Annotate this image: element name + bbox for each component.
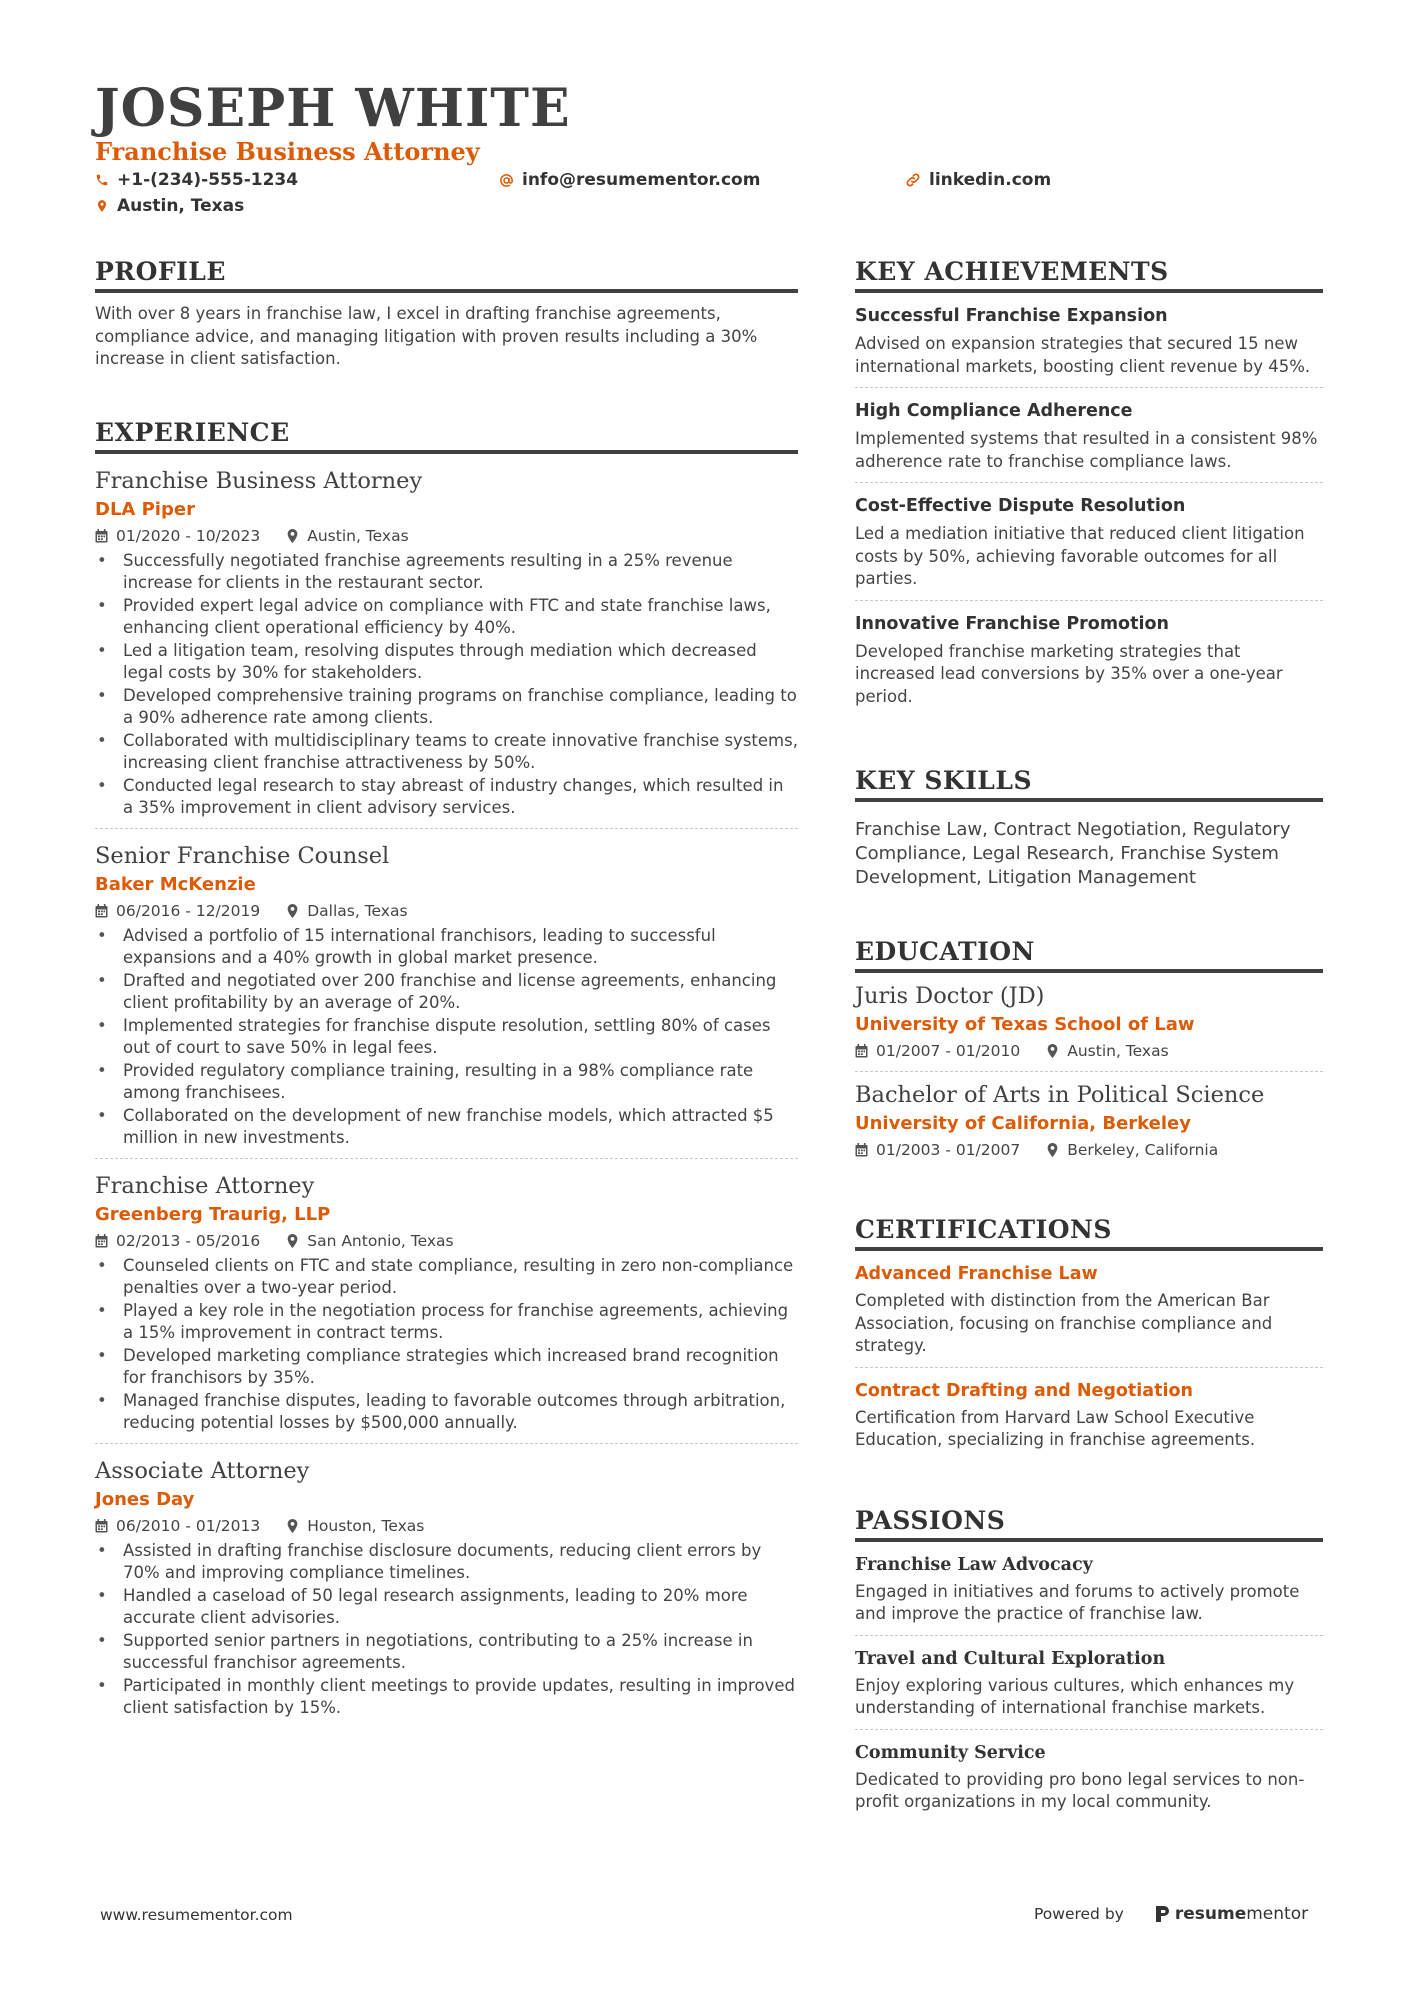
passion-title: Community Service (855, 1742, 1046, 1763)
map-pin-icon (95, 198, 109, 214)
job-bullet: • Advised a portfolio of 15 international franchisors, leading to successful expansions and a 40% growth in global market presence. (95, 925, 798, 970)
job-bullet: • Supported senior partners in negotiations, contributing to a 25% increase in successful franchisor agreements. (95, 1630, 798, 1675)
experience-heading: EXPERIENCE (95, 417, 798, 454)
job-bullet: • Participated in monthly client meetings to provide updates, resulting in improved client satisfaction by 15%. (95, 1675, 798, 1720)
education-location: Berkeley, California (1067, 1141, 1219, 1159)
education-location: Austin, Texas (1067, 1042, 1169, 1060)
experience-entry (95, 829, 798, 1159)
education-dates: 01/2003 - 01/2007 (876, 1141, 1021, 1159)
passion-title: Franchise Law Advocacy (855, 1554, 1093, 1575)
job-dates: 06/2016 - 12/2019 (116, 901, 261, 920)
achievement-item (855, 601, 1323, 718)
phone-text: +1-(234)-555-1234 (117, 170, 299, 190)
contact-row (95, 170, 1325, 196)
brand-name-a: resume (1174, 1904, 1247, 1924)
education-meta (855, 1138, 1323, 1162)
education-meta (855, 1039, 1323, 1063)
passion-item (855, 1636, 1323, 1730)
job-bullet: • Collaborated on the development of new franchise models, which attracted $5 million in new investments. (95, 1105, 798, 1150)
powered-by (1034, 1904, 1308, 1924)
job-location: Houston, Texas (307, 1516, 425, 1535)
achievement-text: Led a mediation initiative that reduced client litigation costs by 50%, achieving favorable outcomes for all parties. (855, 524, 1305, 588)
calendar-icon (855, 1044, 868, 1058)
achievement-item (855, 293, 1323, 388)
passion-title: Travel and Cultural Exploration (855, 1648, 1166, 1669)
location-pin-icon (1046, 1142, 1059, 1158)
phone-contact[interactable] (95, 170, 298, 190)
achievement-text: Developed franchise marketing strategies that increased lead conversions by 35% over a one-year period. (855, 641, 1283, 706)
skills-heading: KEY SKILLS (855, 765, 1323, 802)
link-icon (905, 172, 921, 188)
education-heading: EDUCATION (855, 936, 1323, 973)
achievement-item (855, 483, 1323, 601)
passions-heading: PASSIONS (855, 1505, 1323, 1542)
right-column (855, 256, 1323, 1823)
job-bullet: • Played a key role in the negotiation process for franchise agreements, achieving a 15% improvement in contract terms. (95, 1300, 798, 1345)
passion-item (855, 1542, 1323, 1636)
experience-entry (95, 1159, 798, 1444)
achievements-list (855, 293, 1323, 717)
company-name: Baker McKenzie (95, 873, 256, 895)
job-bullet: • Assisted in drafting franchise disclosure documents, reducing client errors by 70% and improving compliance timelines. (95, 1540, 798, 1585)
certification-item (855, 1251, 1323, 1368)
location-pin-icon (286, 528, 299, 544)
calendar-icon (95, 904, 108, 918)
passion-text: Enjoy exploring various cultures, which enhances my understanding of international franchise markets. (855, 1675, 1295, 1717)
brand-logo[interactable] (1154, 1904, 1308, 1924)
linkedin-text: linkedin.com (929, 170, 1052, 190)
job-bullet: • Counseled clients on FTC and state compliance, resulting in zero non-compliance penalties over a two-year period. (95, 1255, 798, 1300)
school-name: University of California, Berkeley (855, 1113, 1191, 1134)
job-bullet: • Led a litigation team, resolving disputes through mediation which decreased legal costs by 30% for stakeholders. (95, 640, 798, 685)
achievement-text: Advised on expansion strategies that secured 15 new international markets, boosting client revenue by 45%. (855, 334, 1311, 376)
at-icon (499, 173, 514, 188)
job-location: San Antonio, Texas (307, 1231, 454, 1250)
degree-title: Juris Doctor (JD) (855, 983, 1045, 1009)
job-dates: 02/2013 - 05/2016 (116, 1231, 261, 1250)
achievement-title: Successful Franchise Expansion (855, 306, 1168, 326)
job-bullet: • Collaborated with multidisciplinary teams to create innovative franchise systems, increasing client franchise attractiveness by 50%. (95, 730, 798, 775)
location-pin-icon (286, 903, 299, 919)
passions-list (855, 1542, 1323, 1823)
certification-text: Completed with distinction from the American Bar Association, focusing on franchise compliance and strategy. (855, 1291, 1273, 1355)
candidate-title: Franchise Business Attorney (95, 137, 480, 166)
job-meta (95, 1514, 798, 1538)
job-title: Franchise Business Attorney (95, 467, 423, 494)
candidate-name: JOSEPH WHITE (95, 78, 571, 139)
certification-title: Advanced Franchise Law (855, 1264, 1098, 1284)
calendar-icon (95, 1519, 108, 1533)
profile-heading: PROFILE (95, 256, 798, 293)
job-meta (95, 1229, 798, 1253)
location-pin-icon (286, 1233, 299, 1249)
achievement-text: Implemented systems that resulted in a consistent 98% adherence rate to franchise compliance laws. (855, 429, 1318, 471)
resume-header (95, 78, 1325, 222)
experience-entry (95, 454, 798, 829)
certification-text: Certification from Harvard Law School Executive Education, specializing in franchise agreements. (855, 1407, 1256, 1449)
job-location: Dallas, Texas (307, 901, 408, 920)
achievement-item (855, 388, 1323, 483)
education-item (855, 1072, 1323, 1170)
brand-mark-icon (1154, 1905, 1170, 1923)
location-text: Austin, Texas (117, 196, 245, 216)
job-title: Franchise Attorney (95, 1172, 315, 1199)
passion-text: Engaged in initiatives and forums to actively promote and improve the practice of franchise law. (855, 1581, 1300, 1623)
achievement-title: Cost-Effective Dispute Resolution (855, 496, 1186, 516)
calendar-icon (855, 1143, 868, 1157)
location-row (95, 196, 1325, 222)
company-name: Greenberg Traurig, LLP (95, 1203, 331, 1225)
achievements-heading: KEY ACHIEVEMENTS (855, 256, 1323, 293)
skills-text: Franchise Law, Contract Negotiation, Regulatory Compliance, Legal Research, Franchise System Development, Litigation Management (855, 819, 1291, 888)
email-contact[interactable] (499, 170, 760, 190)
location-pin-icon (286, 1518, 299, 1534)
job-bullet: • Drafted and negotiated over 200 franchise and license agreements, enhancing client profitability by an average of 20%. (95, 970, 798, 1015)
certification-item (855, 1368, 1323, 1461)
degree-title: Bachelor of Arts in Political Science (855, 1082, 1265, 1108)
education-item (855, 973, 1323, 1072)
calendar-icon (95, 1234, 108, 1248)
company-name: DLA Piper (95, 498, 195, 520)
job-bullet: • Implemented strategies for franchise dispute resolution, settling 80% of cases out of court to save 50% in legal fees. (95, 1015, 798, 1060)
email-text: info@resumementor.com (522, 170, 761, 190)
brand-name-b: mentor (1246, 1904, 1309, 1924)
school-name: University of Texas School of Law (855, 1014, 1195, 1035)
education-dates: 01/2007 - 01/2010 (876, 1042, 1021, 1060)
job-bullet: • Provided expert legal advice on compliance with FTC and state franchise laws, enhancing client operational efficiency by 40%. (95, 595, 798, 640)
job-bullet: • Developed comprehensive training programs on franchise compliance, leading to a 90% adherence rate among clients. (95, 685, 798, 730)
certifications-heading: CERTIFICATIONS (855, 1214, 1323, 1251)
powered-by-text: Powered by (1034, 1905, 1124, 1923)
job-title: Associate Attorney (95, 1457, 310, 1484)
footer-url[interactable]: www.resumementor.com (100, 1906, 293, 1924)
certifications-list (855, 1251, 1323, 1461)
job-bullets (95, 550, 798, 820)
job-bullet: • Conducted legal research to stay abreast of industry changes, which resulted in a 35% improvement in client advisory services. (95, 775, 798, 820)
passion-text: Dedicated to providing pro bono legal services to non-profit organizations in my local community. (855, 1769, 1305, 1811)
job-bullet: • Developed marketing compliance strategies which increased brand recognition for franchisors by 35%. (95, 1345, 798, 1390)
location-pin-icon (1046, 1043, 1059, 1059)
experience-list (95, 454, 798, 1728)
education-list (855, 973, 1323, 1170)
passion-item (855, 1730, 1323, 1823)
job-meta (95, 899, 798, 923)
linkedin-contact[interactable] (905, 170, 1051, 190)
experience-entry (95, 1444, 798, 1728)
job-dates: 06/2010 - 01/2013 (116, 1516, 261, 1535)
calendar-icon (95, 529, 108, 543)
job-bullet: • Handled a caseload of 50 legal research assignments, leading to 20% more accurate client advisories. (95, 1585, 798, 1630)
job-dates: 01/2020 - 10/2023 (116, 526, 261, 545)
phone-icon (95, 173, 109, 187)
job-title: Senior Franchise Counsel (95, 842, 390, 869)
job-bullets (95, 925, 798, 1150)
certification-title: Contract Drafting and Negotiation (855, 1380, 1193, 1401)
profile-text: With over 8 years in franchise law, I excel in drafting franchise agreements, compliance advice, and managing litigation with proven results including a 30% increase in client satisfaction. (95, 304, 758, 368)
job-bullet: • Managed franchise disputes, leading to favorable outcomes through arbitration, reducing potential losses by $500,000 annually. (95, 1390, 798, 1435)
left-column (95, 256, 798, 1728)
job-location: Austin, Texas (307, 526, 409, 545)
location-contact (95, 196, 244, 216)
achievement-title: High Compliance Adherence (855, 401, 1133, 421)
job-bullet: • Successfully negotiated franchise agreements resulting in a 25% revenue increase for clients in the restaurant sector. (95, 550, 798, 595)
achievement-title: Innovative Franchise Promotion (855, 613, 1169, 634)
job-bullets (95, 1255, 798, 1435)
job-bullets (95, 1540, 798, 1720)
job-meta (95, 524, 798, 548)
job-bullet: • Provided regulatory compliance training, resulting in a 98% compliance rate among franchisees. (95, 1060, 798, 1105)
company-name: Jones Day (95, 1488, 195, 1510)
